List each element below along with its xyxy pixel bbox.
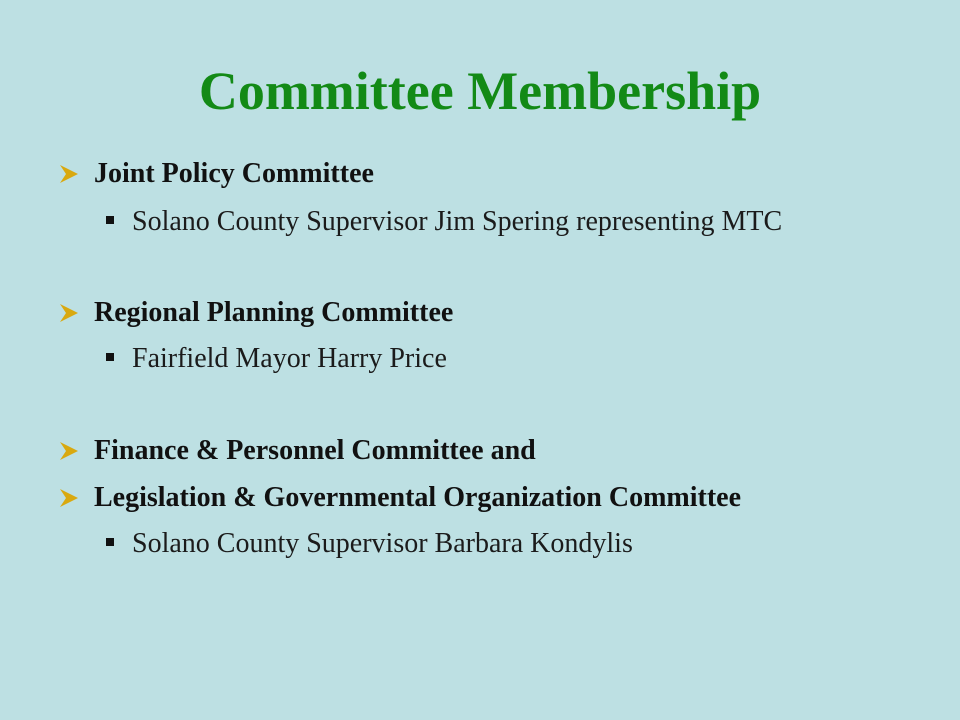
sub-bullet-label: Fairfield Mayor Harry Price [132,343,447,374]
bullet-label: Joint Policy Committee [94,158,374,189]
bullet-label: Legislation & Governmental Organization Committee [94,482,742,513]
sub-bullet-label: Solano County Supervisor Barbara Kondylis [132,528,633,559]
arrowhead-bullet-icon [58,306,94,324]
square-bullet-icon [106,538,114,546]
bullet-joint-policy-committee [58,156,374,192]
arrowhead-bullet-icon [58,444,94,462]
bullet-finance-personnel-committee [58,433,536,469]
sub-bullet-harry-price [106,341,447,377]
bullet-legislation-governmental-organization-committee [58,480,741,516]
bullet-regional-planning-committee [58,295,453,331]
arrowhead-bullet-icon [58,167,94,185]
bullet-label: Finance & Personnel Committee and [94,435,536,466]
square-bullet-icon [106,216,114,224]
sub-bullet-jim-spering [106,204,782,240]
arrowhead-bullet-icon [58,491,94,509]
sub-bullet-barbara-kondylis [106,526,633,562]
slide-title: Committee Membership [198,61,762,121]
bullet-label: Regional Planning Committee [94,297,454,328]
square-bullet-icon [106,353,114,361]
sub-bullet-label: Solano County Supervisor Jim Spering representing MTC [132,206,783,237]
